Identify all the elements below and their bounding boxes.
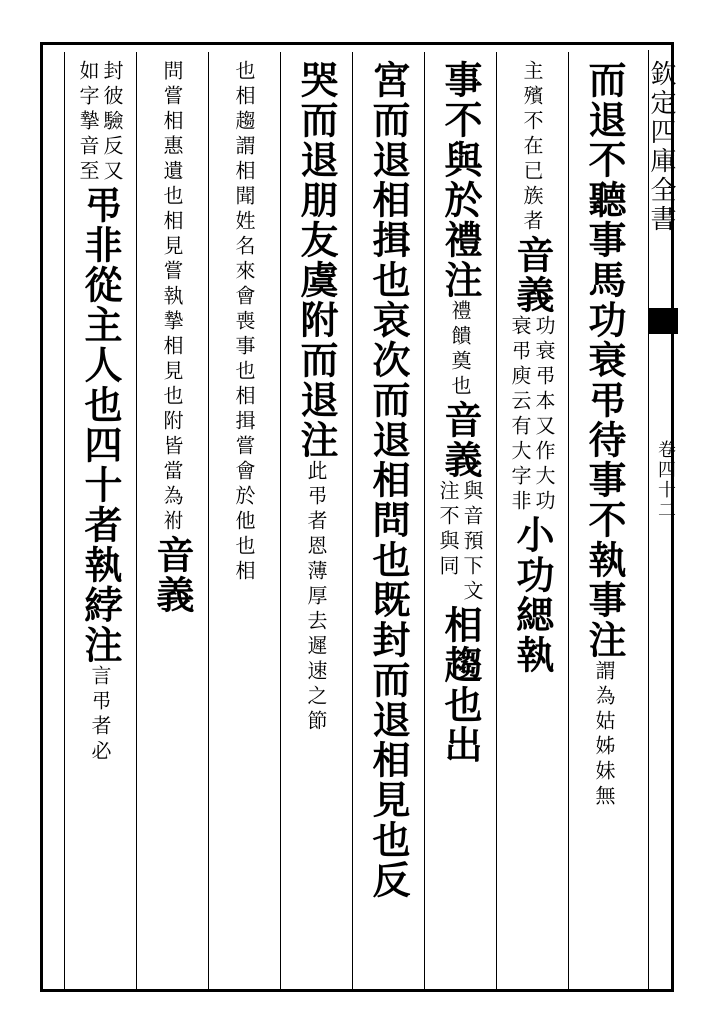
annotation-line: 封彼驗反又 bbox=[100, 60, 124, 185]
annotation-line: 注不與同 bbox=[436, 480, 460, 580]
fishtail-mark bbox=[648, 308, 678, 334]
annotation bbox=[78, 60, 122, 185]
annotation bbox=[90, 665, 110, 765]
annotation bbox=[234, 60, 254, 585]
annotation bbox=[306, 460, 326, 735]
main-text: 音義 bbox=[438, 400, 483, 480]
annotation-line: 衰弔庾云有大字非 bbox=[508, 315, 532, 515]
annotation bbox=[594, 660, 614, 810]
annotation-line: 功衰弔本又作大功 bbox=[532, 315, 556, 515]
main-text: 相趨也出 bbox=[438, 605, 483, 765]
annotation-line: 此弔者恩薄厚去遲速之節 bbox=[304, 460, 328, 735]
annotation-line: 謂為姑姊妹無 bbox=[592, 660, 616, 810]
main-text: 小功緦執 bbox=[510, 515, 555, 675]
main-text: 宮而退相揖也哀次而退相問也既封而退相見也反 bbox=[366, 60, 411, 900]
annotation bbox=[450, 300, 470, 400]
main-text: 而退不聽事馬功衰弔待事不執事注 bbox=[582, 60, 627, 660]
annotation bbox=[438, 480, 482, 605]
text-column bbox=[136, 60, 208, 984]
text-column bbox=[64, 60, 136, 984]
annotation-line: 主殯不在已族者 bbox=[520, 60, 544, 235]
volume-label: 卷四十二 bbox=[655, 440, 676, 520]
annotation-line: 與音預下文 bbox=[460, 480, 484, 605]
annotation bbox=[510, 315, 554, 515]
main-text: 事不與於禮注 bbox=[438, 60, 483, 300]
text-column bbox=[208, 60, 280, 984]
text-column bbox=[496, 60, 568, 984]
text-column bbox=[352, 60, 424, 984]
main-text: 音義 bbox=[150, 535, 195, 615]
text-column bbox=[568, 60, 640, 984]
annotation-line: 如字摯音至 bbox=[76, 60, 100, 185]
text-column bbox=[424, 60, 496, 984]
annotation-line: 禮饋奠也 bbox=[448, 300, 472, 400]
book-title: 欽定四庫全書 bbox=[646, 60, 676, 234]
main-text: 音義 bbox=[510, 235, 555, 315]
annotation-line: 也相趨謂相聞姓名來會喪事也相揖嘗會於他也相 bbox=[232, 60, 256, 585]
annotation bbox=[522, 60, 542, 235]
main-text: 弔非從主人也四十者執綍注 bbox=[78, 185, 123, 665]
annotation bbox=[162, 60, 182, 535]
text-column bbox=[280, 60, 352, 984]
main-text: 哭而退朋友虞附而退注 bbox=[294, 60, 339, 460]
book-title-column bbox=[648, 60, 682, 310]
annotation-line: 問嘗相惠遺也相見嘗執摯相見也附皆當為祔 bbox=[160, 60, 184, 535]
annotation-line: 言弔者必 bbox=[88, 665, 112, 765]
